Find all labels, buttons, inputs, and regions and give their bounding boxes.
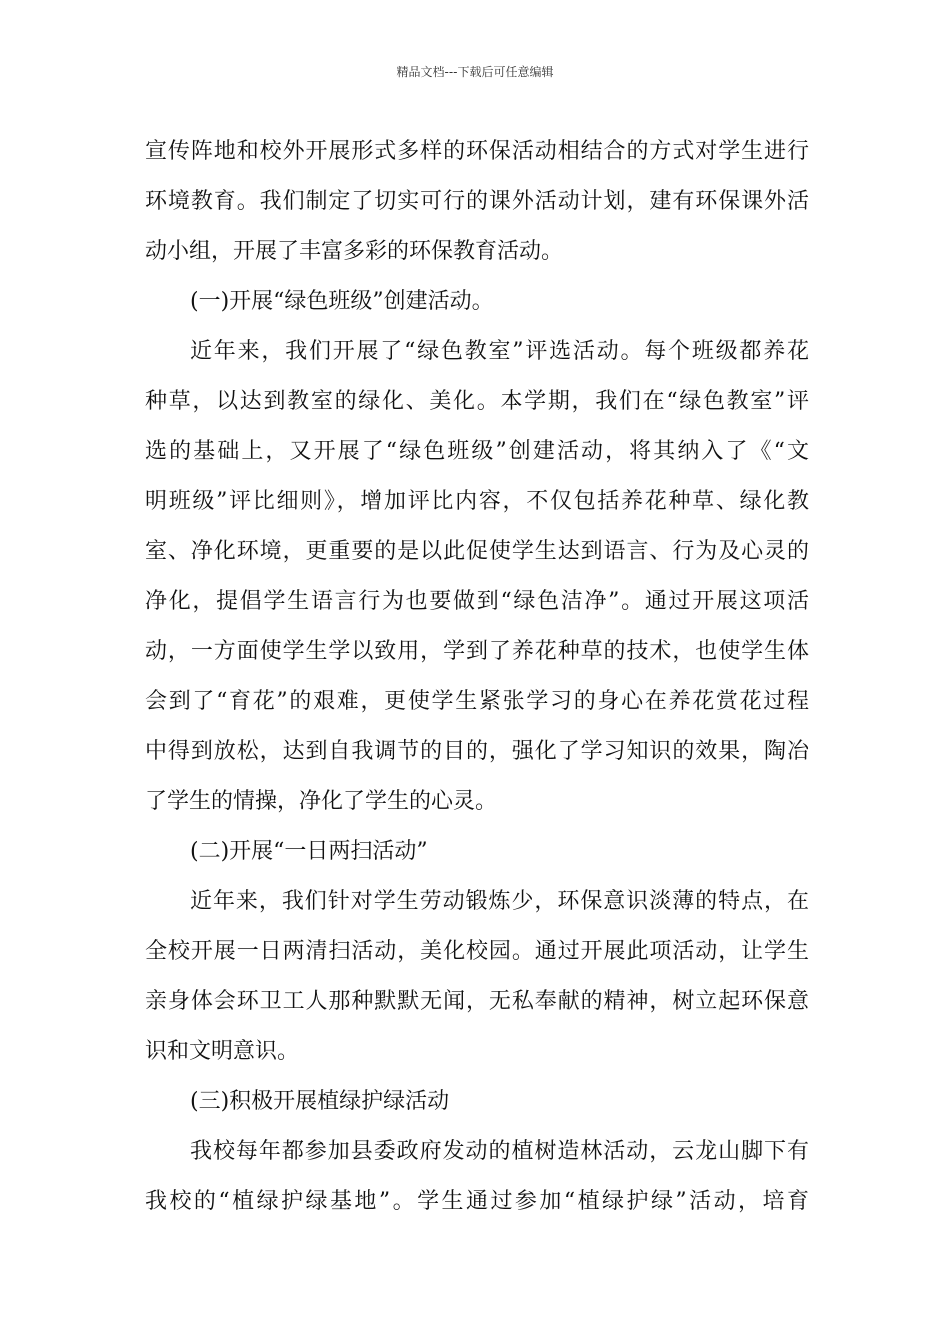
- text-line: 选的基础上，又开展了“绿色班级”创建活动，将其纳入了《“文: [145, 439, 809, 464]
- section-heading: (二)开展“一日两扫活动”: [190, 839, 428, 864]
- document-body: [145, 127, 809, 1227]
- text-line: 了学生的情操，净化了学生的心灵。: [145, 789, 498, 814]
- page-header: 精品文档---下载后可任意编辑: [396, 65, 554, 79]
- text-line: 我校每年都参加县委政府发动的植树造林活动，云龙山脚下有: [190, 1139, 809, 1164]
- section-heading: (三)积极开展植绿护绿活动: [190, 1089, 450, 1114]
- text-line: 净化，提倡学生语言行为也要做到“绿色洁净”。通过开展这项活: [145, 589, 809, 614]
- text-line: 动小组，开展了丰富多彩的环保教育活动。: [145, 239, 564, 264]
- text-line: 室、净化环境，更重要的是以此促使学生达到语言、行为及心灵的: [145, 539, 809, 564]
- text-line: 环境教育。我们制定了切实可行的课外活动计划，建有环保课外活: [145, 189, 809, 214]
- section-heading: (一)开展“绿色班级”创建活动。: [190, 289, 494, 314]
- text-line: 宣传阵地和校外开展形式多样的环保活动相结合的方式对学生进行: [145, 139, 809, 164]
- text-line: 会到了“育花”的艰难，更使学生紧张学习的身心在养花赏花过程: [145, 689, 809, 714]
- text-line: 识和文明意识。: [145, 1039, 300, 1064]
- text-line: 明班级”评比细则》，增加评比内容，不仅包括养花种草、绿化教: [145, 489, 809, 514]
- text-line: 中得到放松，达到自我调节的目的，强化了学习知识的效果，陶冶: [145, 739, 809, 764]
- text-line: 亲身体会环卫工人那种默默无闻，无私奉献的精神，树立起环保意: [145, 989, 809, 1014]
- text-line: 动，一方面使学生学以致用，学到了养花种草的技术，也使学生体: [145, 639, 809, 664]
- text-line: 全校开展一日两清扫活动，美化校园。通过开展此项活动，让学生: [145, 939, 809, 964]
- text-line: 我校的“植绿护绿基地”。学生通过参加“植绿护绿”活动，培育: [145, 1189, 809, 1214]
- text-line: 种草，以达到教室的绿化、美化。本学期，我们在“绿色教室”评: [145, 389, 809, 414]
- text-line: 近年来，我们开展了“绿色教室”评选活动。每个班级都养花: [190, 339, 809, 364]
- text-line: 近年来，我们针对学生劳动锻炼少，环保意识淡薄的特点，在: [190, 889, 809, 914]
